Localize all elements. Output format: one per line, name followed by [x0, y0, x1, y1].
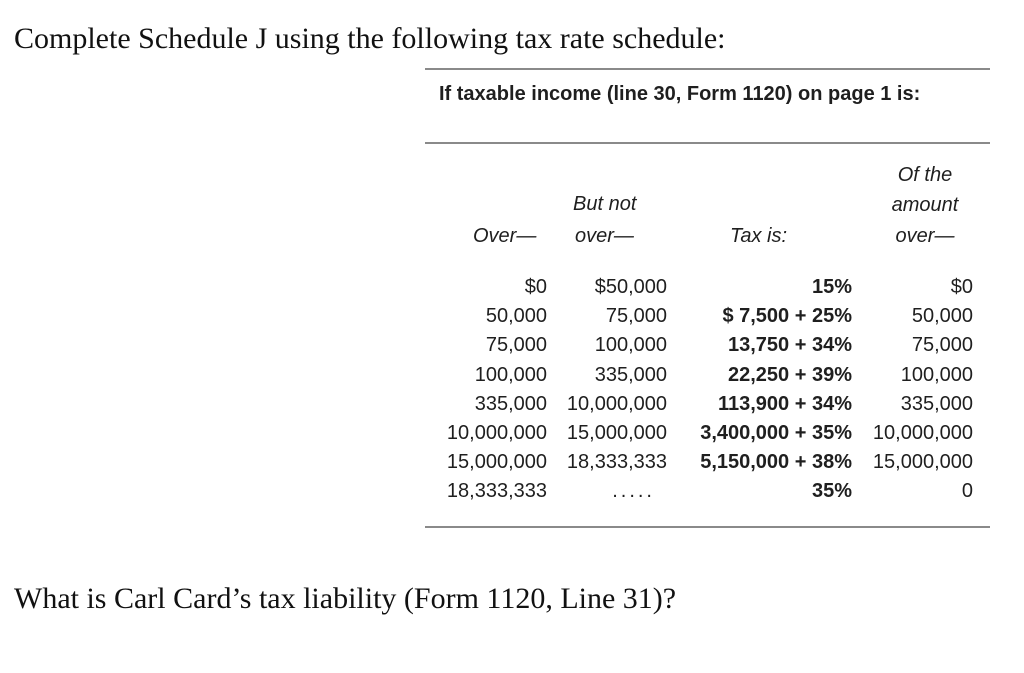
cell-but-not-over: $50,000 — [594, 276, 667, 298]
cell-amount-over: 10,000,000 — [872, 422, 973, 444]
header-of-amount-line2: amount — [891, 194, 959, 216]
cell-over: 50,000 — [485, 305, 547, 328]
cell-tax: 13,750 + 34% — [728, 334, 852, 357]
cell-but-not-over: 100,000 — [594, 334, 667, 357]
question-text: What is Carl Card’s tax liability (Form 1120, Line 31)? — [14, 582, 677, 615]
cell-amount-over: 15,000,000 — [872, 451, 973, 474]
cell-amount-over: 100,000 — [900, 363, 973, 386]
cell-but-not-over: 335,000 — [594, 363, 667, 386]
cell-but-not-over: 15,000,000 — [566, 422, 667, 444]
cell-amount-over: $0 — [950, 276, 973, 298]
cell-tax: 35% — [811, 480, 852, 503]
header-of-amount-line3: over— — [895, 225, 955, 247]
cell-but-not-over: 10,000,000 — [566, 392, 667, 415]
table-bottom-rule — [425, 526, 990, 528]
table-intro: If taxable income (line 30, Form 1120) on page 1 is: — [439, 83, 921, 105]
cell-amount-over: 50,000 — [911, 305, 973, 328]
cell-tax: 15% — [811, 276, 852, 298]
cell-tax: 5,150,000 + 38% — [700, 451, 852, 474]
prompt-text: Complete Schedule J using the following tax rate schedule: — [14, 22, 726, 55]
cell-over: 335,000 — [474, 392, 547, 415]
cell-but-not-over: ..... — [612, 480, 655, 503]
header-tax-is: Tax is: — [730, 225, 788, 247]
cell-amount-over: 335,000 — [900, 392, 973, 415]
cell-over: 75,000 — [485, 334, 547, 357]
cell-over: 15,000,000 — [446, 451, 547, 474]
cell-amount-over: 0 — [961, 480, 973, 503]
cell-over: $0 — [524, 276, 547, 298]
cell-tax: 3,400,000 + 35% — [700, 422, 852, 444]
header-but-not-line1: But not — [573, 193, 637, 215]
cell-tax: 113,900 + 34% — [717, 392, 852, 415]
header-of-amount-line1: Of the — [897, 164, 953, 186]
header-but-not-line2: over— — [575, 225, 634, 247]
cell-but-not-over: 75,000 — [605, 305, 667, 328]
cell-amount-over: 75,000 — [911, 334, 973, 357]
table-top-rule — [425, 68, 990, 70]
cell-over: 18,333,333 — [446, 480, 547, 503]
cell-over: 100,000 — [474, 363, 547, 386]
cell-tax: 22,250 + 39% — [728, 363, 852, 386]
cell-tax: $ 7,500 + 25% — [722, 305, 852, 328]
tax-rate-schedule-table — [425, 68, 990, 530]
header-over: Over— — [473, 225, 537, 247]
cell-over: 10,000,000 — [446, 422, 547, 444]
cell-but-not-over: 18,333,333 — [566, 451, 667, 474]
table-header-rule — [425, 142, 990, 144]
